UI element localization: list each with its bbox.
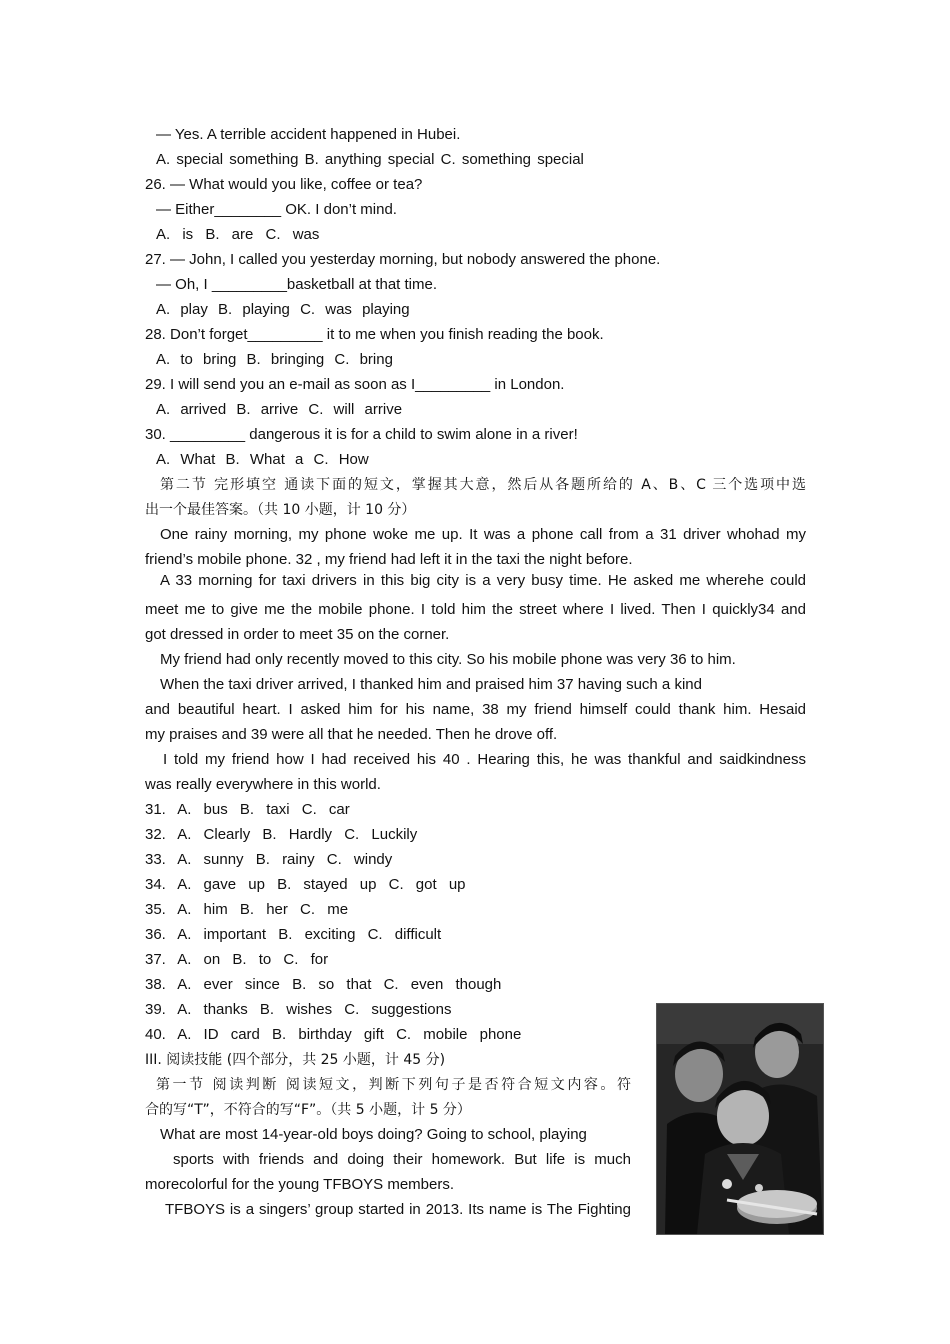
answer-line: — Yes. A terrible accident happened in Hubei. [156,126,461,143]
passage-line: friend’s mobile phone. 32 , my friend had left it in the taxi the night before. [145,551,633,568]
options-38: 38. A. ever since B. so that C. even though [145,976,502,993]
options-37: 37. A. on B. to C. for [145,951,329,968]
answer-line: — Either________ OK. I don’t mind. [156,201,397,218]
options-33: 33. A. sunny B. rainy C. windy [145,851,393,868]
options-29: A. arrived B. arrive C. will arrive [156,401,403,418]
section-heading-judgement: 第一节 阅读判断 阅读短文，判断下列句子是否符合短文内容。符 [156,1077,631,1093]
passage-line: I told my friend how I had received his 40 . Hearing this, he was thankful and saidkindness [163,751,806,768]
passage-line: meet me to give me the mobile phone. I told him the street where I lived. Then I quickly34 and [145,601,806,618]
passage-line: was really everywhere in this world. [145,776,381,793]
question-28: 28. Don’t forget_________ it to me when you finish reading the book. [145,326,604,343]
group-photo [656,1003,824,1235]
passage-line: my praises and 39 were all that he needed. Then he drove off. [145,726,558,743]
passage-line: My friend had only recently moved to this city. So his mobile phone was very 36 to him. [160,651,736,668]
options-34: 34. A. gave up B. stayed up C. got up [145,876,466,893]
options-27: A. play B. playing C. was playing [156,301,410,318]
question-30: 30. _________ dangerous it is for a child to swim alone in a river! [145,426,578,443]
section-heading-reading: III. 阅读技能 (四个部分，共 25 小题，计 45 分) [145,1052,446,1068]
options-32: 32. A. Clearly B. Hardly C. Luckily [145,826,418,843]
section-instruction: 出一个最佳答案。（共 10 小题，计 10 分） [145,502,416,518]
passage-line: A 33 morning for taxi drivers in this big city is a very busy time. He asked me wherehe could [160,572,806,589]
options-25: A. special something B. anything special C. something special [156,151,584,168]
reading-line: morecolorful for the young TFBOYS members. [145,1176,455,1193]
options-36: 36. A. important B. exciting C. difficult [145,926,442,943]
answer-line: — Oh, I _________basketball at that time. [156,276,438,293]
options-26: A. is B. are C. was [156,226,320,243]
options-28: A. to bring B. bringing C. bring [156,351,393,368]
question-26: 26. — What would you like, coffee or tea? [145,176,423,193]
options-31: 31. A. bus B. taxi C. car [145,801,350,818]
options-39: 39. A. thanks B. wishes C. suggestions [145,1001,452,1018]
section-heading-cloze: 第二节 完形填空 通读下面的短文，掌握其大意，然后从各题所给的 A、B、C 三个选项中选 [160,477,806,493]
options-30: A. What B. What a C. How [156,451,369,468]
section-instruction: 合的写“T”，不符合的写“F”。（共 5 小题，计 5 分） [145,1102,471,1118]
passage-line: One rainy morning, my phone woke me up. It was a phone call from a 31 driver whohad my [160,526,806,543]
reading-line: sports with friends and doing their homework. But life is much [173,1151,631,1168]
options-35: 35. A. him B. her C. me [145,901,349,918]
options-40: 40. A. ID card B. birthday gift C. mobile phone [145,1026,522,1043]
reading-line: What are most 14-year-old boys doing? Going to school, playing [160,1126,587,1143]
question-27: 27. — John, I called you yesterday morning, but nobody answered the phone. [145,251,661,268]
reading-line: TFBOYS is a singers’ group started in 2013. Its name is The Fighting [165,1201,631,1218]
passage-line: When the taxi driver arrived, I thanked him and praised him 37 having such a kind [160,676,702,693]
passage-line: got dressed in order to meet 35 on the corner. [145,626,450,643]
passage-line: and beautiful heart. I asked him for his name, 38 my friend himself could thank him. Hesaid [145,701,806,718]
group-photo-illustration [657,1004,823,1234]
question-29: 29. I will send you an e-mail as soon as I_________ in London. [145,376,565,393]
